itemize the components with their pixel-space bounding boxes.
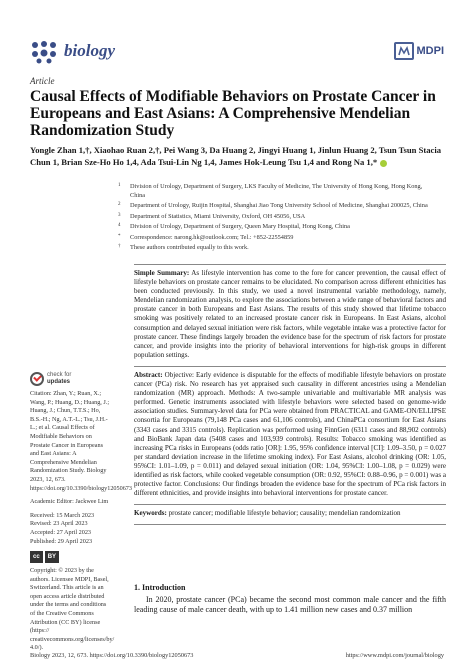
authors-text: Yongle Zhan 1,†, Xiaohao Ruan 2,†, Pei Wang 3, Da Huang 2, Jingyi Huang 1, Jinlun Huang 2, Tsun Tsun Stacia Chun 1, Brian Sze-Ho Ho 1,4, Ada Tsui-Lin Ng 1,4, James Hok-Leung Tsu 1,4 and Rong Na 1,* xyxy=(30,145,442,167)
affiliation-item xyxy=(118,244,438,253)
divider xyxy=(134,524,446,525)
affiliation-number: † xyxy=(118,244,121,249)
affiliation-item xyxy=(118,202,438,211)
affiliation-item xyxy=(118,223,438,232)
mdpi-logo[interactable] xyxy=(394,42,445,60)
by-icon: BY xyxy=(45,551,59,563)
cc-icon: cc xyxy=(30,551,43,563)
sidebar xyxy=(30,372,132,658)
keywords-label: Keywords: xyxy=(134,509,167,518)
page-footer xyxy=(30,652,444,659)
abstract xyxy=(134,371,446,498)
affiliation-number: 4 xyxy=(118,223,121,228)
footer-url[interactable]: https://www.mdpi.com/journal/biology xyxy=(345,652,444,659)
affiliation-item xyxy=(118,183,438,200)
journal-header xyxy=(30,40,444,66)
academic-editor: Academic Editor: Jackwee Lim xyxy=(30,498,109,506)
copyright-text: Copyright: © 2023 by the authors. Licensee MDPI, Basel, Switzerland. This article is an open access article distributed under the terms and conditions of the Creative Commons Attribution (CC BY) license (https:// creativecommons.org/licenses/by/ 4.0/). xyxy=(30,567,115,652)
mdpi-box-icon xyxy=(394,42,414,60)
divider xyxy=(134,366,446,367)
simple-summary-label: Simple Summary: xyxy=(134,269,190,277)
check-updates-label xyxy=(47,372,71,386)
affiliation-text: Division of Urology, Department of Surgery, Queen Mary Hospital, Hong Kong, China xyxy=(130,223,350,230)
check-updates-icon xyxy=(30,372,44,386)
affiliation-number: 1 xyxy=(118,183,121,188)
affiliation-number: 3 xyxy=(118,212,121,218)
article-type: Article xyxy=(30,76,55,86)
affiliation-number: * xyxy=(118,233,121,239)
section-heading: 1. Introduction xyxy=(134,583,186,592)
check-line-2: updates xyxy=(47,379,71,385)
affiliation-item xyxy=(118,234,438,243)
main-content xyxy=(134,264,446,529)
affiliation-item xyxy=(118,213,438,222)
keywords xyxy=(134,509,446,518)
orcid-icon[interactable] xyxy=(380,160,387,167)
affiliation-text: These authors contributed equally to this work. xyxy=(130,244,249,251)
simple-summary-text: As lifestyle intervention has come to the fore for cancer prevention, the causal effect of lifestyle behaviors on prostate cancer remains to be elucidated. No comparison across different ethnicities has been conducted previously. In this study, we used a novel instrumental variable methodology, namely, Mendelian randomization analysis, to explore the associations between a wide range of behavioral factors and prostate cancer in both Europeans and East Asians. The results of this study showed that lifetime tobacco smoking was positively related to an increased prostate cancer risk in Europeans. In East Asians, alcohol consumption and delayed sexual initiation were risk factors, while vegetable intake was a protective factor for prostate cancer. These findings largely broaden the evidence base for the spectrum of risk factors for prostate cancer, and provide insights into the priority of behavioral interventions for high-risk groups in different population settings. xyxy=(134,269,446,359)
article-title: Causal Effects of Modifiable Behaviors on Prostate Cancer in Europeans and East Asians: A Comprehensive Mendelian Randomization Study xyxy=(30,88,436,139)
author-list xyxy=(30,144,450,168)
accepted-date: Accepted: 27 April 2023 xyxy=(30,528,92,536)
affiliation-text: Division of Urology, Department of Surgery, LKS Faculty of Medicine, The University of Hong Kong, Hong Kong, China xyxy=(130,183,423,199)
abstract-text: Objective: Early evidence is disputable for the effects of modifiable lifestyle behaviors on prostate cancer (PCa) risk. No research has yet appraised such causality in different ancestries using a Mendelian randomization (MR) approach. Methods: A two-sample univariable and multivariable MR analysis was performed. Genetic instruments associated with lifestyle behaviors were selected based on genome-wide association studies. Summary-level data for PCa were obtained from PRACTICAL and GAME-ON/ELLIPSE consortia for Europeans (79,148 PCa cases and 61,106 controls), and ChinaPCa consortium for East Asians (3343 cases and 3315 controls). Replication was performed using FinnGen (6311 cases and 88,902 controls) and BioBank Japan data (5408 cases and 103,939 controls). Results: Tobacco smoking was identified as increasing PCa risks in Europeans (odds ratio [OR]: 1.95, 95% confidence interval [CI]: 1.09–3.50, p = 0.027 per standard deviation increase in the lifetime smoking index). For East Asians, alcohol drinking (OR: 1.05, 95%CI: 1.01–1.09, p = 0.011) and delayed sexual initiation (OR: 1.04, 95%CI: 1.00–1.08, p = 0.029) were identified as risk factors, while cooked vegetable consumption (OR: 0.92, 95%CI: 0.88–0.96, p = 0.001) was a protective factor. Conclusions: Our findings broaden the evidence base for the spectrum of PCa risk factors in different ethnicities, and provide insights into behavioral interventions for prostate cancer. xyxy=(134,370,446,498)
divider xyxy=(134,504,446,505)
affiliation-text: Department of Urology, Ruijin Hospital, Shanghai Jiao Tong University School of Medicine, Shanghai 200025, China xyxy=(130,202,428,209)
check-for-updates-button[interactable] xyxy=(30,372,110,386)
abstract-label: Abstract: xyxy=(134,370,163,379)
correspondence-text[interactable]: Correspondence: narong.hk@outlook.com; Tel.: +852-22554859 xyxy=(130,233,294,241)
biology-logo-icon xyxy=(30,40,58,64)
footer-citation[interactable]: Biology 2023, 12, 673. https://doi.org/10.3390/biology12050673 xyxy=(30,652,194,659)
received-date: Received: 15 March 2023 xyxy=(30,511,95,519)
simple-summary xyxy=(134,269,446,360)
affiliation-number: 2 xyxy=(118,202,121,207)
keywords-text: prostate cancer; modifiable lifestyle behavior; causality; mendelian randomization xyxy=(168,509,401,518)
publisher-name: MDPI xyxy=(416,45,444,57)
introduction-text: In 2020, prostate cancer (PCa) became the second most common male cancer and the fifth leading cause of male cancer death, with up to 1.41 million new cases and 0.37 million xyxy=(134,595,446,614)
published-date: Published: 29 April 2023 xyxy=(30,537,93,545)
check-line-1: check for xyxy=(47,372,72,378)
revised-date: Revised: 23 April 2023 xyxy=(30,520,88,528)
affiliation-text: Department of Statistics, Miami University, Oxford, OH 45056, USA xyxy=(130,212,306,220)
cc-by-license-icon[interactable] xyxy=(30,551,110,563)
affiliations xyxy=(118,183,438,255)
citation-block: Citation: Zhan, Y.; Ruan, X.; Wang, P.; Huang, D.; Huang, J.; Huang, J.; Chun, T.T.S.; Ho, B.S.-H.; Ng, A.T.-L.; Tsu, J.H.-L.; et al. Causal Effects of Modifiable Behaviors on Prostate Cancer in Europeans and East Asians: A Comprehensive Mendelian Randomization Study. Biology 2023, 12, 673. https://doi.org/10.3390/biology12050673 xyxy=(30,390,132,492)
divider xyxy=(134,264,446,265)
journal-name[interactable]: biology xyxy=(64,41,115,60)
